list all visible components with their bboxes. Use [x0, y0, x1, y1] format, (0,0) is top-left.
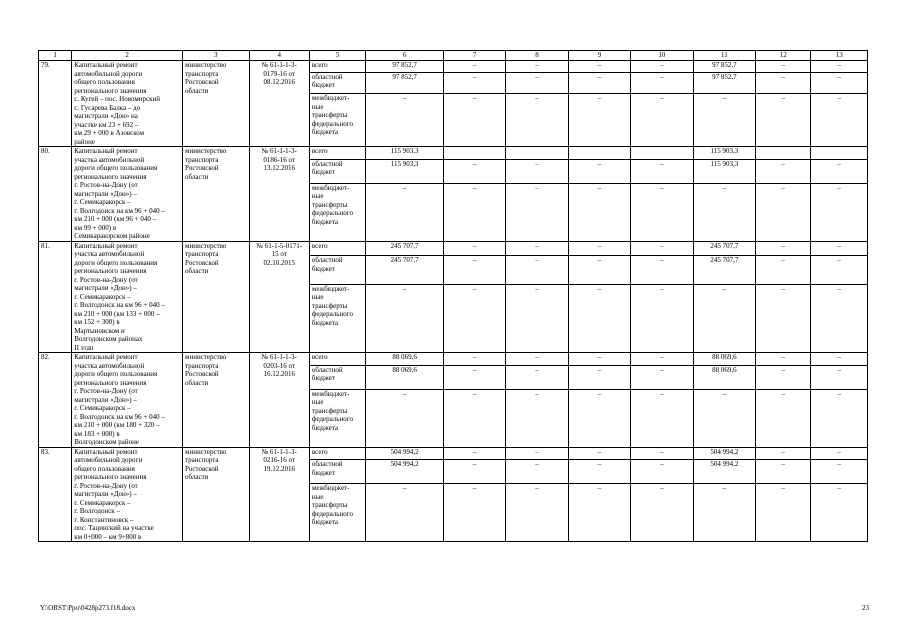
amount-cell: –: [443, 353, 505, 366]
table-row: [39, 61, 868, 73]
document-table: [38, 50, 868, 542]
amount-year: –: [693, 183, 755, 241]
header-cell: 5: [309, 51, 365, 61]
amount-cell: –: [811, 365, 868, 389]
amount-cell: –: [811, 61, 868, 73]
amount-cell: –: [756, 284, 811, 352]
amount-cell: –: [443, 72, 505, 94]
amount-cell: –: [811, 353, 868, 366]
amount-cell: –: [756, 61, 811, 73]
amount-cell: –: [443, 159, 505, 183]
responsible-org: министерство транспорта Ростовской области: [183, 447, 249, 542]
funding-source: межбюджет- ные трансферты федерального бюджета: [309, 389, 365, 447]
document-ref: № 61-1-1-3- 0203-16 от 16.12.2016: [249, 353, 309, 448]
amount-cell: –: [811, 256, 868, 284]
amount-cell: –: [568, 389, 630, 447]
object-name: Капитальный ремонт автомобильной дороги общего пользования регионального значения с. Кугей – пос. Новомирский с. Гусарева Балка – до магистрали «Дон» на участке км 23 + 692 – км 29 + 000 в Азовском районе: [72, 61, 183, 147]
header-cell: 1: [39, 51, 72, 61]
amount-cell: –: [443, 484, 505, 542]
amount-total: 245 707,7: [366, 241, 444, 256]
document-ref: № 61-1-1-3- 0186-16 от 13.12.2016: [249, 147, 309, 242]
amount-total: –: [366, 94, 444, 147]
funding-source: межбюджет- ные трансферты федерального бюджета: [309, 484, 365, 542]
amount-total: –: [366, 284, 444, 352]
amount-cell: –: [811, 460, 868, 484]
table-row: [39, 353, 868, 366]
funding-source: областной бюджет: [309, 460, 365, 484]
amount-cell: –: [756, 94, 811, 147]
amount-cell: –: [631, 241, 693, 256]
amount-cell: –: [568, 484, 630, 542]
table-row: [39, 241, 868, 256]
amount-cell: [756, 147, 811, 160]
amount-cell: –: [631, 460, 693, 484]
amount-total: –: [366, 484, 444, 542]
header-cell: 11: [693, 51, 755, 61]
amount-cell: –: [568, 353, 630, 366]
amount-year: 88 069,6: [693, 365, 755, 389]
amount-cell: –: [443, 460, 505, 484]
funding-source: межбюджет- ные трансферты федерального бюджета: [309, 284, 365, 352]
amount-cell: –: [568, 61, 630, 73]
header-cell: 4: [249, 51, 309, 61]
amount-year: 245 707,7: [693, 256, 755, 284]
amount-cell: –: [811, 72, 868, 94]
funding-source: межбюджет- ные трансферты федерального бюджета: [309, 94, 365, 147]
amount-cell: –: [443, 94, 505, 147]
funding-source: областной бюджет: [309, 72, 365, 94]
object-name: Капитальный ремонт участка автомобильной дороги общего пользования регионального значения г. Ростов-на-Дону (от магистрали «Дон») – г. Семикаракорск – г. Волгодонск на км 96 + 040 – км 210 + 000 (км 180 + 320 – км 183 + 000) в Волгодонском районе: [72, 353, 183, 448]
amount-cell: –: [756, 460, 811, 484]
amount-year: 88 069,6: [693, 353, 755, 366]
responsible-org: министерство транспорта Ростовской области: [183, 241, 249, 353]
header-cell: 9: [568, 51, 630, 61]
funding-source: всего: [309, 147, 365, 160]
amount-cell: –: [631, 94, 693, 147]
amount-cell: –: [631, 72, 693, 94]
amount-cell: –: [631, 61, 693, 73]
amount-cell: –: [506, 353, 568, 366]
funding-source: областной бюджет: [309, 256, 365, 284]
record-number: 82.: [39, 353, 72, 448]
footer-file-path: Y:\ORST\Ppo\0428p273.f18.docx: [40, 604, 136, 612]
amount-year: 504 994,2: [693, 460, 755, 484]
amount-cell: –: [443, 447, 505, 460]
amount-cell: –: [756, 389, 811, 447]
amount-cell: [631, 147, 693, 160]
amount-cell: –: [568, 241, 630, 256]
amount-total: –: [366, 389, 444, 447]
table-row: [39, 447, 868, 460]
responsible-org: министерство транспорта Ростовской области: [183, 147, 249, 242]
amount-cell: –: [506, 61, 568, 73]
amount-cell: –: [568, 94, 630, 147]
amount-total: 97 852,7: [366, 72, 444, 94]
header-cell: 2: [72, 51, 183, 61]
amount-cell: –: [443, 61, 505, 73]
amount-cell: –: [756, 72, 811, 94]
amount-cell: –: [568, 72, 630, 94]
header-cell: 8: [506, 51, 568, 61]
amount-cell: –: [811, 389, 868, 447]
amount-cell: [443, 147, 505, 160]
amount-cell: –: [506, 460, 568, 484]
amount-cell: –: [506, 94, 568, 147]
amount-cell: –: [756, 159, 811, 183]
document-ref: № 61-1-1-3- 0216-16 от 19.12.2016: [249, 447, 309, 542]
amount-cell: –: [811, 159, 868, 183]
page-number: 23: [862, 604, 869, 612]
amount-cell: –: [631, 256, 693, 284]
amount-cell: –: [811, 183, 868, 241]
record-number: 80.: [39, 147, 72, 242]
amount-cell: –: [568, 159, 630, 183]
amount-total: 504 994,2: [366, 460, 444, 484]
amount-cell: –: [631, 447, 693, 460]
header-cell: 7: [443, 51, 505, 61]
record-number: 81.: [39, 241, 72, 353]
record-number: 83.: [39, 447, 72, 542]
amount-cell: –: [631, 353, 693, 366]
object-name: Капитальный ремонт участка автомобильной дороги общего пользования регионального значения г. Ростов-на-Дону (от магистрали «Дон») – г. Семикаракорск – г. Волгодонск на км 96 + 040 – км 210 + 000 (км 133 + 000 – км 152 + 300) в Мартыновском и Волгодонском районах II этап: [72, 241, 183, 353]
record-number: 79.: [39, 61, 72, 147]
header-cell: 3: [183, 51, 249, 61]
funding-source: областной бюджет: [309, 365, 365, 389]
amount-cell: –: [443, 256, 505, 284]
amount-cell: –: [811, 241, 868, 256]
amount-cell: –: [506, 183, 568, 241]
amount-cell: –: [631, 183, 693, 241]
amount-cell: –: [568, 365, 630, 389]
amount-cell: –: [443, 365, 505, 389]
amount-total: 97 852,7: [366, 61, 444, 73]
amount-cell: –: [506, 365, 568, 389]
amount-year: –: [693, 284, 755, 352]
amount-cell: –: [811, 284, 868, 352]
amount-cell: –: [568, 447, 630, 460]
funding-source: всего: [309, 353, 365, 366]
amount-cell: –: [811, 94, 868, 147]
amount-cell: –: [756, 183, 811, 241]
header-cell: 13: [811, 51, 868, 61]
amount-cell: –: [443, 241, 505, 256]
amount-cell: –: [443, 389, 505, 447]
amount-cell: [811, 147, 868, 160]
amount-cell: –: [568, 256, 630, 284]
document-ref: № 61-1-5-0171- 15 от 02.10.2015: [249, 241, 309, 353]
amount-cell: –: [756, 353, 811, 366]
amount-cell: –: [443, 183, 505, 241]
amount-cell: –: [506, 159, 568, 183]
header-cell: 12: [756, 51, 811, 61]
funding-source: областной бюджет: [309, 159, 365, 183]
amount-total: 88 069,6: [366, 353, 444, 366]
amount-year: –: [693, 484, 755, 542]
amount-total: 88 069,6: [366, 365, 444, 389]
amount-year: 115 903,3: [693, 159, 755, 183]
amount-year: 115 903,3: [693, 147, 755, 160]
amount-cell: –: [631, 389, 693, 447]
amount-cell: –: [506, 72, 568, 94]
document-ref: № 61-1-1-3- 0179-16 от 08.12.2016: [249, 61, 309, 147]
amount-cell: –: [811, 447, 868, 460]
responsible-org: министерство транспорта Ростовской области: [183, 61, 249, 147]
amount-cell: –: [811, 484, 868, 542]
amount-cell: [568, 147, 630, 160]
amount-cell: –: [631, 484, 693, 542]
amount-year: 245 707,7: [693, 241, 755, 256]
funding-source: межбюджет- ные трансферты федерального бюджета: [309, 183, 365, 241]
responsible-org: министерство транспорта Ростовской области: [183, 353, 249, 448]
table-body: [39, 61, 868, 542]
amount-cell: –: [568, 183, 630, 241]
amount-cell: –: [631, 284, 693, 352]
amount-total: 245 707,7: [366, 256, 444, 284]
object-name: Капитальный ремонт участка автомобильной дороги общего пользования регионального значения г. Ростов-на-Дону (от магистрали «Дон») – г. Семикаракорск – г. Волгодонск на км 96 + 040 – км 210 + 000 (км 96 + 040 – км 99 + 000) в Семикаракорском районе: [72, 147, 183, 242]
header-row: [39, 51, 868, 61]
amount-total: 115 903,3: [366, 147, 444, 160]
amount-cell: –: [506, 484, 568, 542]
amount-cell: –: [506, 447, 568, 460]
amount-year: 504 994,2: [693, 447, 755, 460]
amount-year: –: [693, 94, 755, 147]
amount-total: 504 994,2: [366, 447, 444, 460]
amount-cell: –: [756, 484, 811, 542]
amount-cell: [506, 147, 568, 160]
amount-cell: –: [756, 256, 811, 284]
amount-cell: –: [631, 365, 693, 389]
funding-source: всего: [309, 241, 365, 256]
amount-cell: –: [506, 389, 568, 447]
amount-year: –: [693, 389, 755, 447]
amount-total: 115 903,3: [366, 159, 444, 183]
amount-cell: –: [568, 284, 630, 352]
amount-cell: –: [506, 284, 568, 352]
header-cell: 10: [631, 51, 693, 61]
header-cell: 6: [366, 51, 444, 61]
table-row: [39, 147, 868, 160]
amount-cell: –: [756, 447, 811, 460]
amount-cell: –: [506, 241, 568, 256]
amount-cell: –: [506, 256, 568, 284]
amount-year: 97 852,7: [693, 72, 755, 94]
funding-source: всего: [309, 61, 365, 73]
amount-cell: –: [756, 365, 811, 389]
amount-cell: –: [443, 284, 505, 352]
amount-cell: –: [568, 460, 630, 484]
amount-total: –: [366, 183, 444, 241]
object-name: Капитальный ремонт автомобильной дороги общего пользования регионального значения г. Ростов-на-Дону (от магистрали «Дон») – г. Семикаракорск – г. Волгодонск – г. Константиновск – пос. Тацинский на участке км 0+000 – км 9+800 в: [72, 447, 183, 542]
amount-cell: –: [631, 159, 693, 183]
amount-year: 97 852,7: [693, 61, 755, 73]
amount-cell: –: [756, 241, 811, 256]
funding-source: всего: [309, 447, 365, 460]
